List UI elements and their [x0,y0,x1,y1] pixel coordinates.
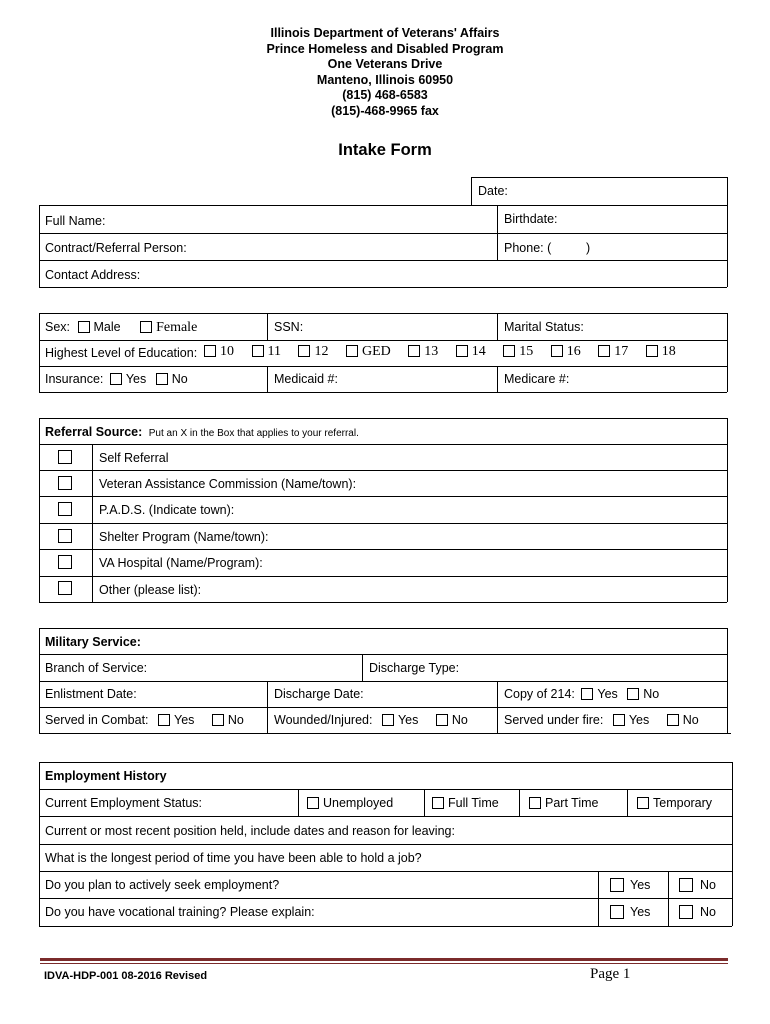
part-time-label: Part Time [545,796,599,810]
vocational-yes-checkbox[interactable] [610,905,624,919]
fire-no-label: No [682,713,699,727]
medicaid-field[interactable]: Medicaid #: [274,372,338,386]
fire-yes-label: Yes [628,713,650,727]
insurance-yes-checkbox[interactable] [110,373,122,385]
insurance-no-checkbox[interactable] [156,373,168,385]
edu-16-label: 16 [566,344,581,359]
male-checkbox[interactable] [78,321,90,333]
referral-pads-label: P.A.D.S. (Indicate town): [99,503,235,517]
insurance-no-label: No [171,372,188,386]
edu-18-label: 18 [661,344,676,359]
employment-status-label: Current Employment Status: [45,796,203,810]
discharge-type-field[interactable]: Discharge Type: [369,661,460,675]
program-name: Prince Homeless and Disabled Program [266,41,504,56]
edu-11-checkbox[interactable] [252,345,264,357]
edu-15-label: 15 [519,344,534,359]
copy214-yes-label: Yes [597,687,618,701]
edu-ged-checkbox[interactable] [346,345,358,357]
referral-pads-checkbox[interactable] [58,502,72,516]
full-time-checkbox[interactable] [432,797,444,809]
ssn-field[interactable]: SSN: [274,320,304,334]
page-title: Intake Form [338,141,432,159]
position-field[interactable]: Current or most recent position held, include dates and reason for leaving: [45,824,455,838]
org-name: Illinois Department of Veterans' Affairs [270,26,500,40]
edu-15-checkbox[interactable] [503,345,515,357]
date-field[interactable]: Date: [478,184,508,198]
edu-ged-label: GED [361,344,391,359]
form-id: IDVA-HDP-001 08-2016 Revised [44,970,208,982]
copy214-yes-checkbox[interactable] [581,688,593,700]
marital-status-field[interactable]: Marital Status: [504,320,584,334]
referral-vac-checkbox[interactable] [58,476,72,490]
letterhead [0,26,770,120]
referral-self-checkbox[interactable] [58,450,72,464]
edu-14-checkbox[interactable] [456,345,468,357]
city-address: Manteno, Illinois 60950 [316,72,454,87]
female-checkbox[interactable] [140,321,152,333]
combat-no-label: No [227,713,244,727]
unemployed-checkbox[interactable] [307,797,319,809]
edu-12-label: 12 [314,344,329,359]
referral-shelter-checkbox[interactable] [58,529,72,543]
copy214-no-checkbox[interactable] [627,688,639,700]
contact-address-field[interactable]: Contact Address: [45,268,141,282]
referral-heading: Referral Source: [45,425,143,439]
sex-label: Sex: [45,320,71,334]
full-time-label: Full Time [448,796,499,810]
birthdate-field[interactable]: Birthdate: [504,212,558,226]
contact-person-field[interactable]: Contract/Referral Person: [45,241,187,255]
fire-yes-checkbox[interactable] [613,714,625,726]
seek-yes-label: Yes [630,878,651,892]
full-name-field[interactable]: Full Name: [45,214,106,228]
street-address: One Veterans Drive [327,57,443,72]
medicare-field[interactable]: Medicare #: [504,372,570,386]
employment-heading: Employment History [45,769,167,783]
vocational-no-label: No [700,905,716,919]
wounded-yes-checkbox[interactable] [382,714,394,726]
referral-other-label: Other (please list): [99,583,202,597]
education-options [204,344,676,360]
temporary-label: Temporary [653,796,713,810]
referral-vac-label: Veteran Assistance Commission (Name/town): [99,477,357,491]
referral-instruction: Put an X in the Box that applies to your referral. [148,428,359,439]
seek-no-label: No [700,878,716,892]
referral-shelter-label: Shelter Program (Name/town): [99,530,269,544]
copy214-no-label: No [643,687,660,701]
wounded-yes-label: Yes [397,713,419,727]
part-time-checkbox[interactable] [529,797,541,809]
edu-10-checkbox[interactable] [204,345,216,357]
edu-11-label: 11 [267,344,281,359]
referral-va-hospital-checkbox[interactable] [58,555,72,569]
referral-va-hospital-label: VA Hospital (Name/Program): [99,556,263,570]
phone-number: (815) 468-6583 [342,88,428,103]
combat-label: Served in Combat: [45,713,149,727]
enlistment-date-field[interactable]: Enlistment Date: [45,687,137,701]
edu-10-label: 10 [220,344,234,359]
seek-no-checkbox[interactable] [679,878,693,892]
edu-12-checkbox[interactable] [298,345,310,357]
edu-16-checkbox[interactable] [551,345,563,357]
temporary-checkbox[interactable] [637,797,649,809]
edu-13-checkbox[interactable] [408,345,420,357]
wounded-no-label: No [451,713,468,727]
fire-label: Served under fire: [504,713,604,727]
edu-17-label: 17 [614,344,629,359]
fax-number: (815)-468-9965 fax [331,103,439,118]
military-heading: Military Service: [45,635,141,649]
seek-employment-label: Do you plan to actively seek employment? [45,878,280,892]
footer-rule [40,958,728,961]
combat-yes-label: Yes [174,713,195,727]
referral-self-label: Self Referral [99,451,169,465]
insurance-label: Insurance: [45,372,104,386]
footer-rule-thin [40,963,728,964]
fire-no-checkbox[interactable] [667,714,679,726]
copy214-label: Copy of 214: [504,687,575,701]
longest-job-field[interactable]: What is the longest period of time you have been able to hold a job? [45,851,422,865]
vocational-no-checkbox[interactable] [679,905,693,919]
female-label: Female [156,320,198,335]
phone-field[interactable]: Phone: ( ) [504,241,591,255]
vocational-yes-label: Yes [630,905,651,919]
edu-17-checkbox[interactable] [598,345,610,357]
page-number: Page 1 [590,966,631,982]
edu-18-checkbox[interactable] [646,345,658,357]
vocational-label: Do you have vocational training? Please explain: [45,905,315,919]
combat-no-checkbox[interactable] [212,714,224,726]
combat-yes-checkbox[interactable] [158,714,170,726]
education-label: Highest Level of Education: [45,346,198,360]
branch-field[interactable]: Branch of Service: [45,661,148,675]
edu-13-label: 13 [424,344,439,359]
discharge-date-field[interactable]: Discharge Date: [274,687,364,701]
wounded-no-checkbox[interactable] [436,714,448,726]
male-label: Male [93,320,121,334]
edu-14-label: 14 [471,344,486,359]
unemployed-label: Unemployed [323,796,394,810]
insurance-yes-label: Yes [125,372,147,386]
wounded-label: Wounded/Injured: [274,713,373,727]
seek-yes-checkbox[interactable] [610,878,624,892]
referral-other-checkbox[interactable] [58,581,72,595]
